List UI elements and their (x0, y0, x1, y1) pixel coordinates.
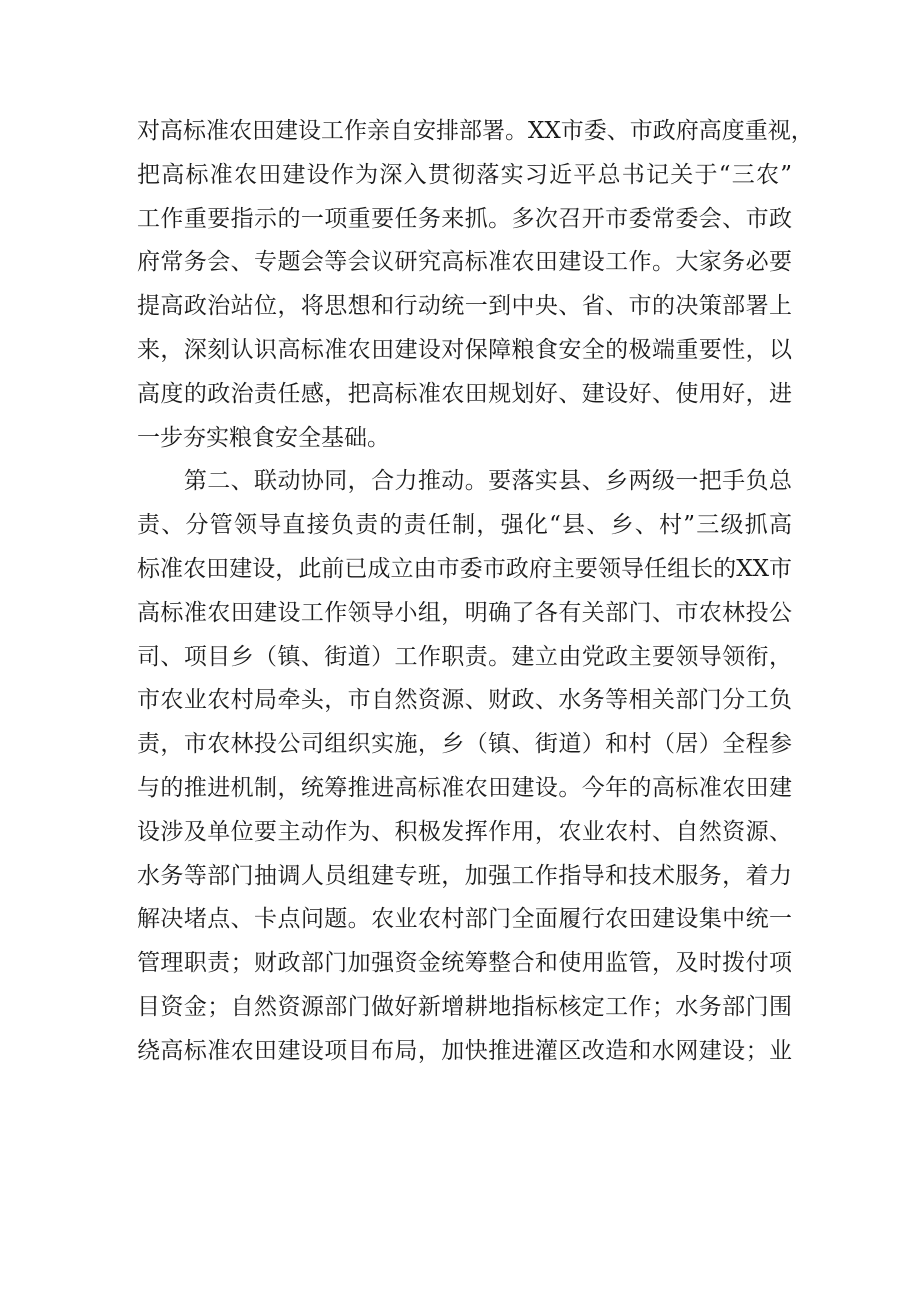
text-line: 解决堵点、卡点问题。农业农村部门全面履行农田建设集中统一 (137, 906, 792, 933)
text-line: 来，深刻认识高标准农田建设对保障粮食安全的极端重要性，以 (137, 336, 792, 363)
text-line: 管理职责；财政部门加强资金统筹整合和使用监管，及时拨付项 (137, 950, 792, 977)
text-line: 绕高标准农田建设项目布局，加快推进灌区改造和水网建设；业 (137, 1037, 792, 1064)
text-line: 对高标准农田建设工作亲自安排部署。XX市委、市政府高度重视， (137, 118, 814, 144)
text-line: 水务等部门抽调人员组建专班，加强工作指导和技术服务，着力 (137, 862, 792, 889)
text-line: 府常务会、专题会等会议研究高标准农田建设工作。大家务必要 (137, 249, 792, 276)
text-line: 设涉及单位要主动作为、积极发挥作用，农业农村、自然资源、 (137, 818, 792, 845)
text-line: 市农业农村局牵头，市自然资源、财政、水务等相关部门分工负 (137, 687, 792, 714)
text-line: 司、项目乡（镇、街道）工作职责。建立由党政主要领导领衔， (137, 643, 792, 670)
text-line: 标准农田建设，此前已成立由市委市政府主要领导任组长的XX市 (137, 555, 792, 582)
text-line: 高标准农田建设工作领导小组，明确了各有关部门、市农林投公 (137, 599, 792, 626)
text-line: 第二、联动协同，合力推动。要落实县、乡两级一把手负总 (137, 468, 792, 495)
text-line: 一步夯实粮食安全基础。 (137, 424, 390, 451)
body-text (137, 110, 814, 1074)
text-line: 提高政治站位，将思想和行动统一到中央、省、市的决策部署上 (137, 293, 792, 320)
text-line: 目资金；自然资源部门做好新增耕地指标核定工作；水务部门围 (137, 993, 792, 1020)
text-line: 责，市农林投公司组织实施，乡（镇、街道）和村（居）全程参 (137, 731, 792, 758)
text-line: 高度的政治责任感，把高标准农田规划好、建设好、使用好，进 (137, 380, 792, 407)
text-line: 把高标准农田建设作为深入贯彻落实习近平总书记关于“三农” (137, 161, 792, 188)
text-line: 与的推进机制，统筹推进高标准农田建设。今年的高标准农田建 (137, 774, 792, 801)
text-line: 责、分管领导直接负责的责任制，强化“县、乡、村”三级抓高 (137, 512, 792, 539)
text-line: 工作重要指示的一项重要任务来抓。多次召开市委常委会、市政 (137, 205, 792, 232)
